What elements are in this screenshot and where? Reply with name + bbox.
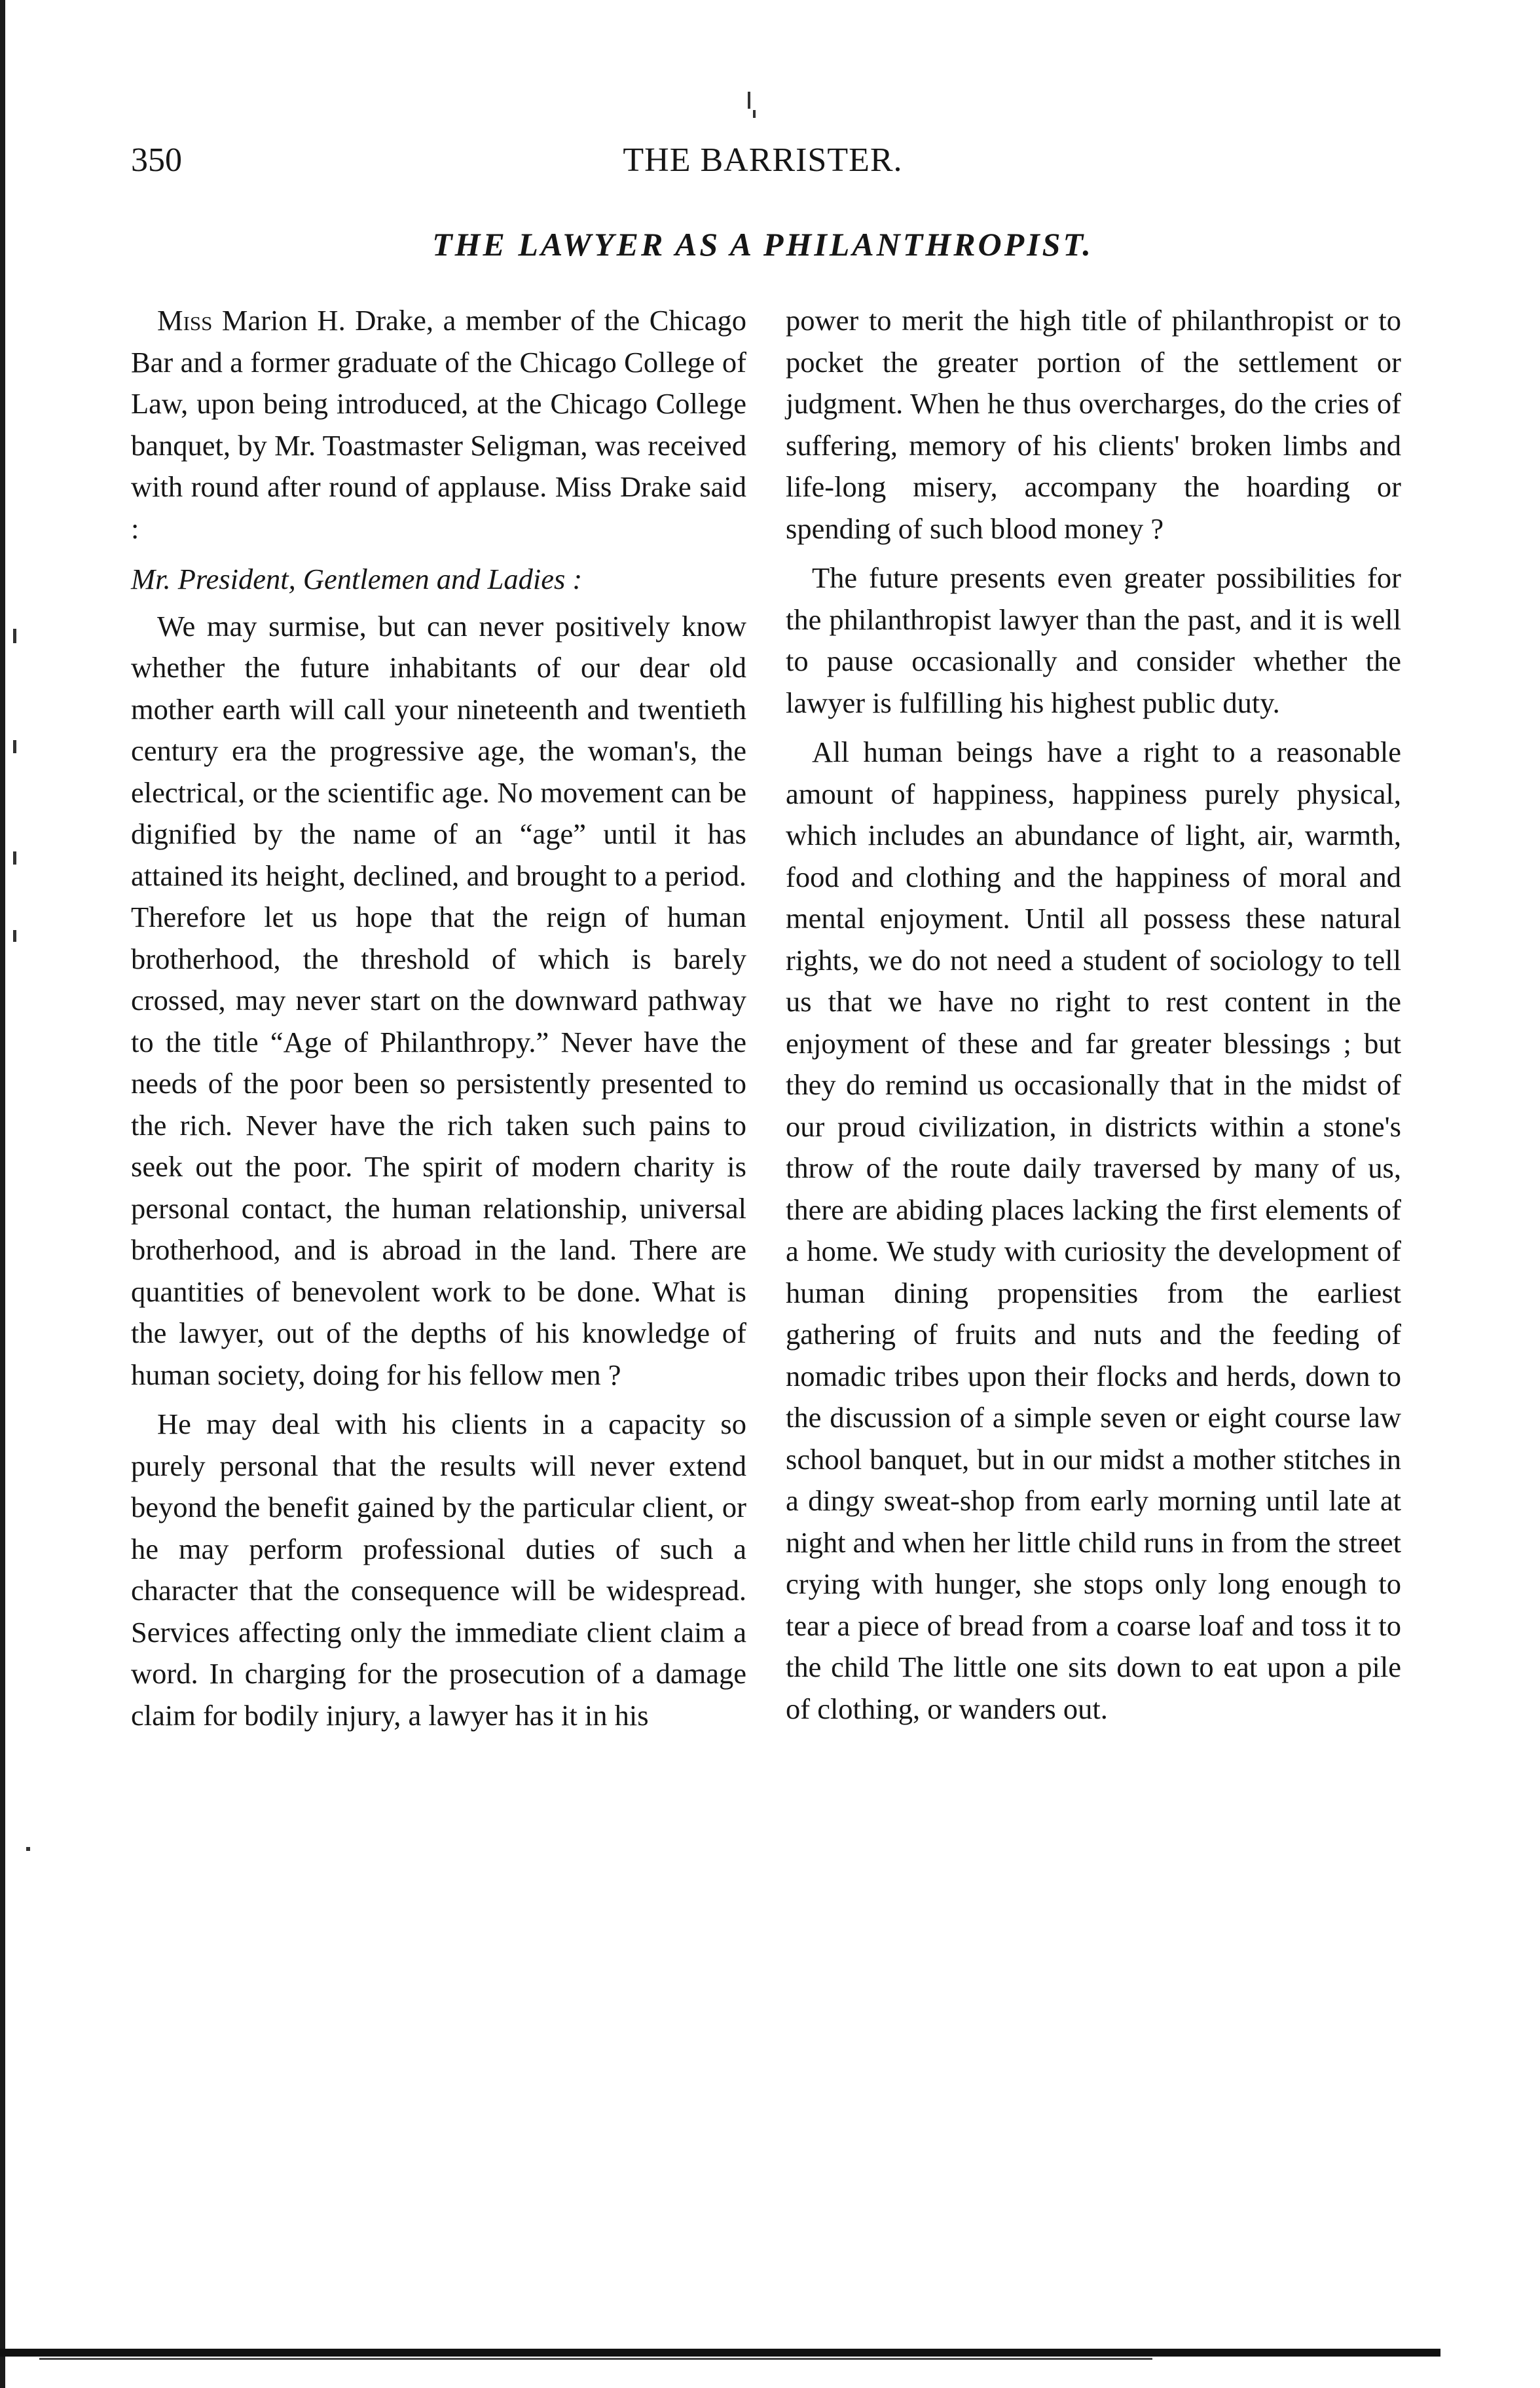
paragraph-4: All human beings have a right to a reasonable amount of happiness, happiness purely physical, which includes an abundance of light, air, warmth, food and clothing and the happiness of moral and mental enjoyment. Until all possess these natural rights, we do not need a student of sociology to tell us that we have no right to rest content in the enjoyment of these and far greater blessings ; but they do remind us occasionally that in the midst of our proud civilization, in districts within a stone's throw of the route daily traversed by many of us, there are abiding places lacking the first elements of a home. We study with curiosity the development of human dining propensities from the earliest gathering of fruits and nuts and the feeding of nomadic tribes upon their flocks and herds, down to the discussion of a simple seven or eight course law school banquet, but in our midst a mother stitches in a dingy sweat-shop from early morning until late at night and when her little child runs in from the street crying with hunger, she stops only long enough to tear a piece of bread from a coarse loaf and toss it to the child The little one sits down to eat upon a pile of clothing, or wanders out. bbox=[786, 736, 1401, 1725]
article-title: THE LAWYER AS A PHILANTHROPIST. bbox=[432, 226, 1093, 263]
paragraph-2-continued: power to merit the high title of philanthropist or to pocket the greater portion of the settlement or judgment. When he thus overcharges, do the cries of suffering, memory of his clients' broken limbs and life-long misery, accompany the hoarding or spending of such blood money ? bbox=[786, 304, 1401, 545]
paragraph-2: He may deal with his clients in a capacity so purely personal that the results will never extend beyond the benefit gained by the particular client, or he may perform professional duties of such a character that the consequence will be widespread. Services affecting only the immediate client claim a word. In charging for the prosecution of a damage claim for bodily injury, a lawyer has it in his bbox=[131, 1408, 746, 1732]
page-binding-edge bbox=[0, 0, 5, 2388]
scan-speck bbox=[13, 930, 16, 942]
scan-speck bbox=[13, 629, 16, 643]
salutation: Mr. President, Gentlemen and Ladies : bbox=[131, 563, 583, 595]
intro-text: Marion H. Drake, a member of the Chicago Bar and a former graduate of the Chicago College of Law, upon being introduced, at the Chicago College banquet, by Mr. Toastmaster Seligman, was received with round after round of applause. Miss Drake said : bbox=[131, 304, 746, 545]
bottom-edge-rule-thin bbox=[39, 2358, 1152, 2360]
paragraph-3: The future presents even greater possibilities for the philanthropist lawyer than the past, and it is well to pause occasionally and consider whether the lawyer is fulfilling his highest public duty. bbox=[786, 561, 1401, 719]
scan-speck bbox=[13, 851, 16, 865]
page-header bbox=[131, 138, 1395, 190]
running-head: THE BARRISTER. bbox=[623, 141, 903, 179]
page-number: 350 bbox=[131, 141, 182, 179]
bottom-edge-rule bbox=[0, 2349, 1440, 2357]
scan-speck bbox=[753, 110, 756, 118]
intro-paragraph bbox=[131, 300, 746, 550]
scan-speck bbox=[26, 1847, 30, 1851]
right-column bbox=[786, 300, 1401, 1730]
paragraph-1: We may surmise, but can never positively know whether the future inhabitants of our dear old mother earth will call your nineteenth and twentieth century era the progressive age, the woman's, the electrical, or the scientific age. No movement can be dignified by the name of an “age” until it has attained its height, declined, and brought to a period. Therefore let us hope that the reign of human brotherhood, the threshold of which is barely crossed, may never start on the downward pathway to the title “Age of Philanthropy.” Never have the needs of the poor been so persistently presented to the rich. Never have the rich taken such pains to seek out the poor. The spirit of modern charity is personal contact, the human relationship, universal brotherhood, and is abroad in the land. There are quantities of benevolent work to be done. What is the lawyer, out of the depths of his knowledge of human society, doing for his fellow men ? bbox=[131, 609, 746, 1391]
left-column bbox=[131, 300, 746, 1736]
scan-speck bbox=[748, 92, 750, 109]
scan-speck bbox=[13, 740, 16, 753]
intro-name: Miss bbox=[157, 304, 213, 337]
